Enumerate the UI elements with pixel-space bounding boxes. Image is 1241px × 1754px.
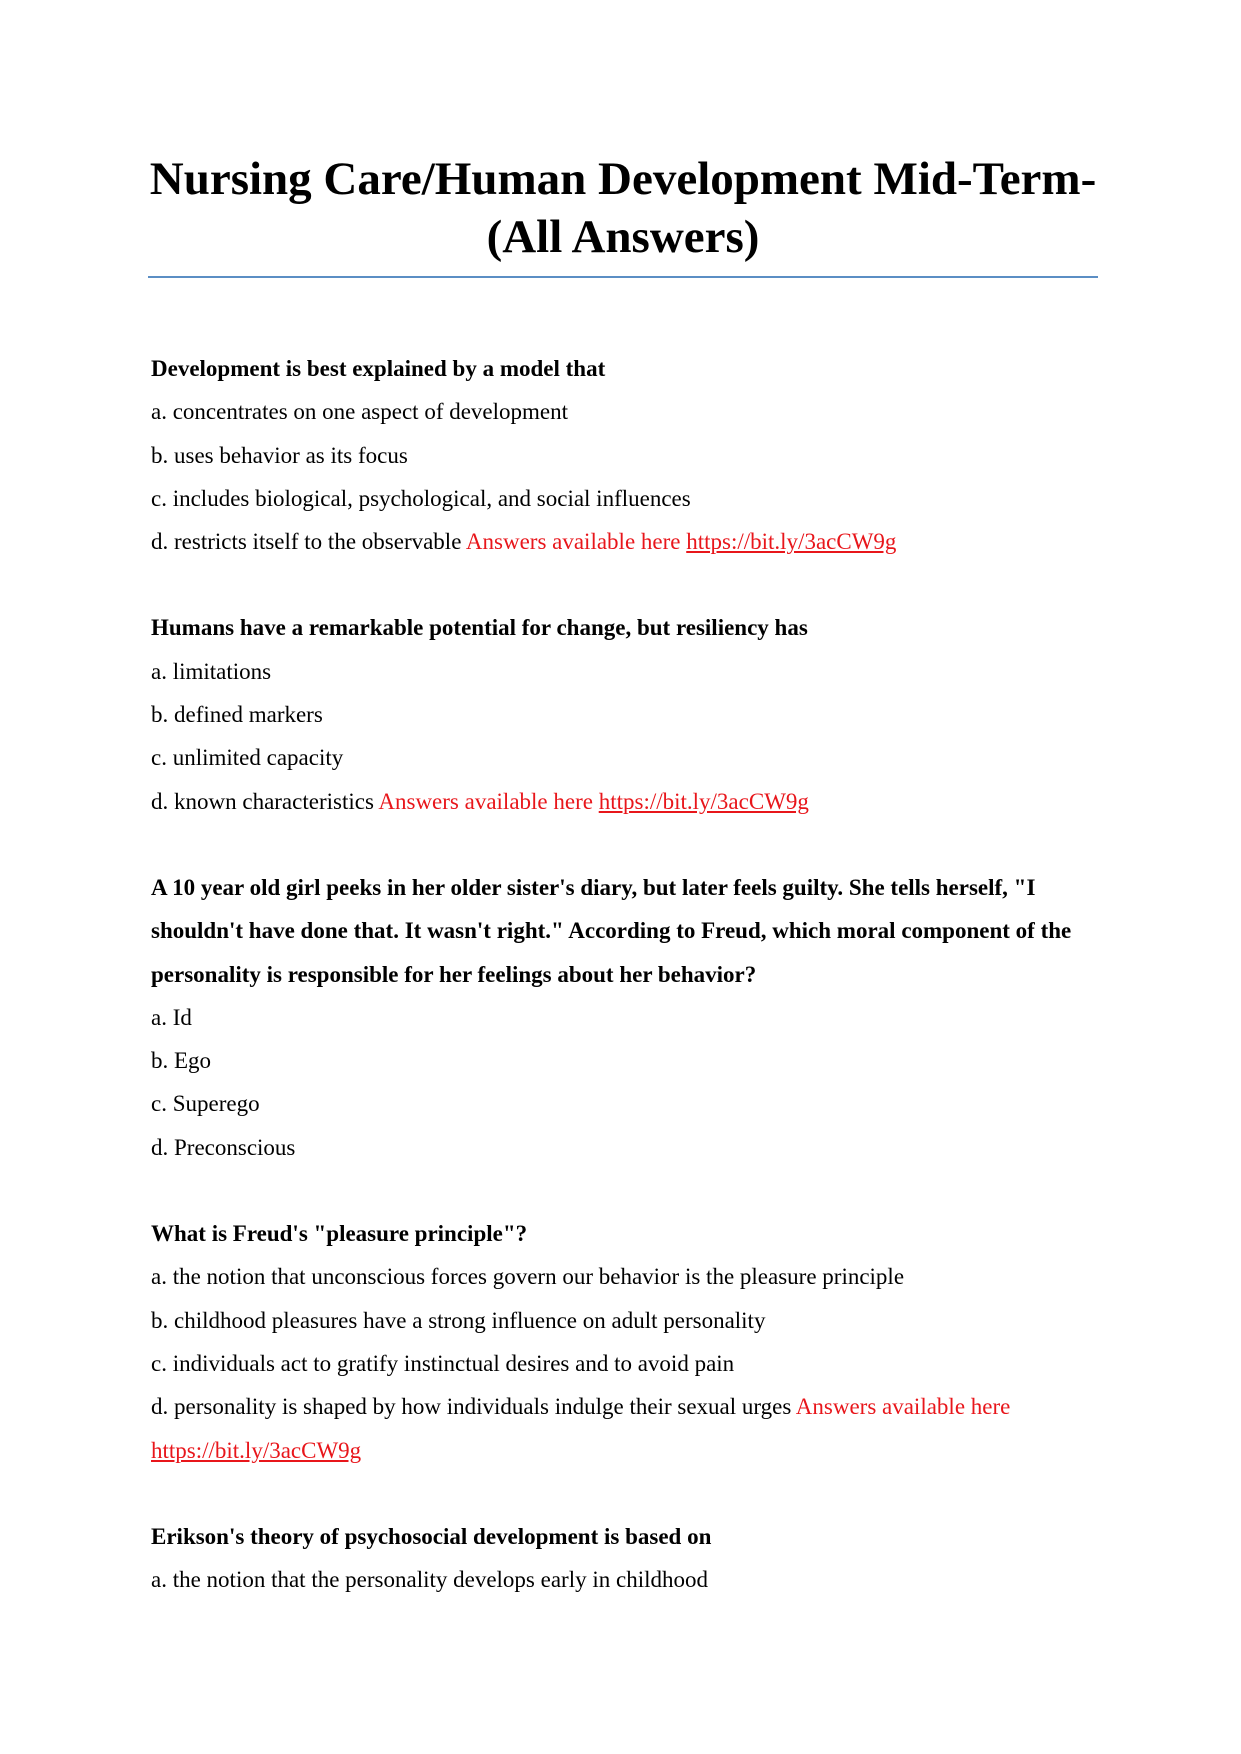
answers-link[interactable]: https://bit.ly/3acCW9g — [598, 788, 809, 814]
answer-option-text: d. restricts itself to the observable — [151, 529, 462, 555]
question-text: Humans have a remarkable potential for change, but resiliency has — [151, 615, 808, 641]
answer-option: b. childhood pleasures have a strong influence on adult personality — [151, 1307, 766, 1333]
answer-option-with-note — [151, 780, 1099, 823]
question-text: What is Freud's "pleasure principle"? — [151, 1221, 528, 1247]
answer-option-text: d. personality is shaped by how individuals indulge their sexual urges — [151, 1394, 792, 1420]
answer-option-text: d. known characteristics — [151, 788, 374, 814]
answers-available-note: Answers available here — [465, 529, 681, 555]
answers-available-note: Answers available here — [795, 1394, 1011, 1420]
answer-option: b. defined markers — [151, 702, 323, 728]
answer-option: c. Superego — [151, 1091, 260, 1117]
answer-option: a. Id — [151, 1004, 192, 1030]
answers-link[interactable]: https://bit.ly/3acCW9g — [151, 1437, 362, 1463]
answer-option: c. individuals act to gratify instinctual desires and to avoid pain — [151, 1350, 735, 1376]
answer-option: a. the notion that the personality develops early in childhood — [151, 1567, 708, 1593]
question-text: A 10 year old girl peeks in her older sister's diary, but later feels guilty. She tells herself, "I shouldn't have done that. It wasn't right." According to Freud, which moral component of the personality is responsible for her feelings about her behavior? — [151, 874, 1072, 987]
question-text: Erikson's theory of psychosocial development is based on — [151, 1523, 712, 1549]
answer-option: a. the notion that unconscious forces govern our behavior is the pleasure principle — [151, 1264, 905, 1290]
answer-option: b. Ego — [151, 1048, 212, 1074]
answer-option: a. limitations — [151, 658, 272, 684]
answer-option-with-note — [151, 520, 1099, 563]
answer-option: d. Preconscious — [151, 1134, 296, 1160]
question-text: Development is best explained by a model that — [151, 356, 606, 381]
answers-link[interactable]: https://bit.ly/3acCW9g — [686, 529, 897, 555]
answer-option: c. unlimited capacity — [151, 745, 344, 771]
answers-available-note: Answers available here — [378, 788, 593, 814]
question-block — [151, 347, 1099, 563]
question-block — [151, 1212, 1099, 1472]
question-list — [151, 347, 1099, 1644]
answer-option: c. includes biological, psychological, and social influences — [151, 485, 691, 511]
document-title: Nursing Care/Human Development Mid-Term-(All Answers) — [149, 153, 1097, 263]
question-block — [151, 606, 1099, 822]
answer-option-with-note — [151, 1385, 1099, 1472]
answer-option: a. concentrates on one aspect of development — [151, 399, 569, 425]
question-block — [151, 866, 1099, 1169]
answer-option: b. uses behavior as its focus — [151, 442, 408, 468]
title-divider — [148, 276, 1098, 278]
question-block — [151, 1515, 1099, 1602]
